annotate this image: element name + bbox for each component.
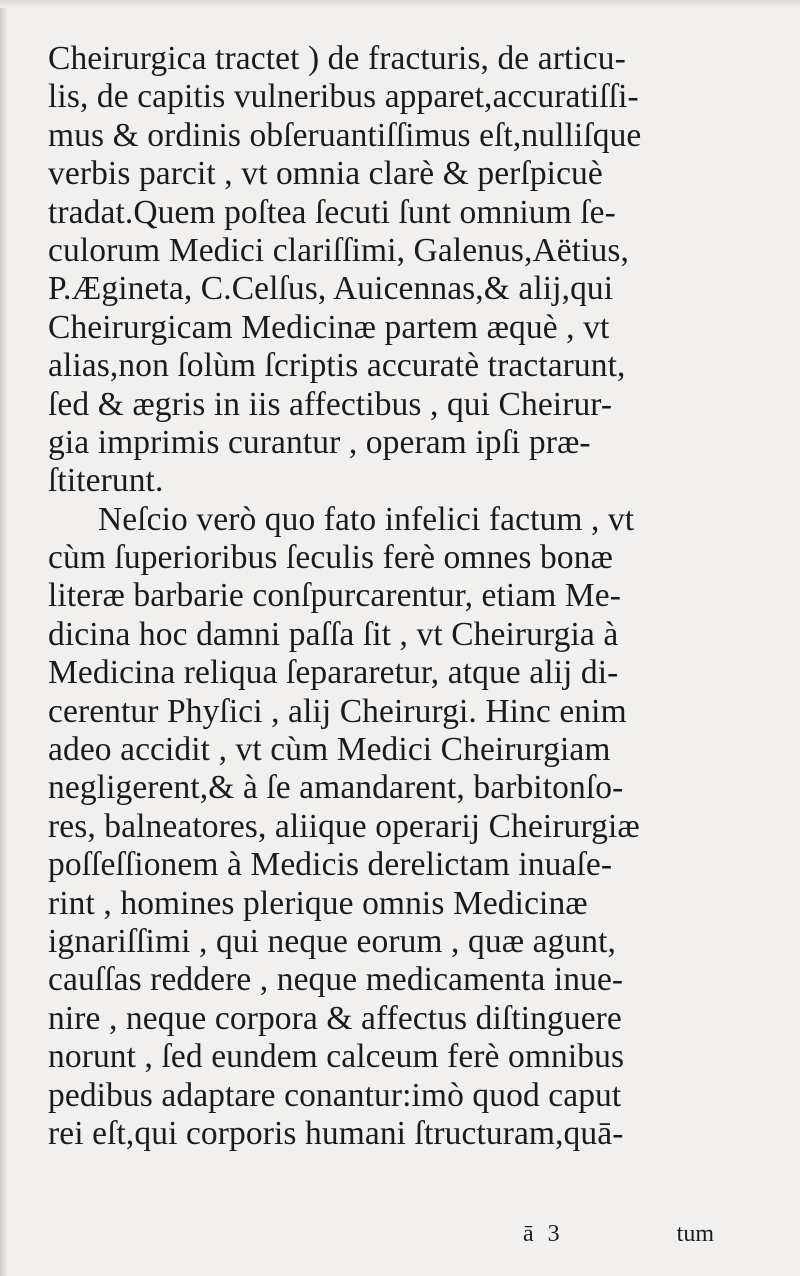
text-line: pedibus adaptare conantur:imò quod caput (48, 1076, 622, 1114)
text-line: verbis parcit , vt omnia clarè & perſpicuè (48, 155, 603, 193)
text-line: ignariſſimi , qui neque eorum , quæ agunt, (48, 922, 617, 960)
page-footer (48, 1221, 720, 1251)
text-line: gia imprimis curantur , operam ipſi præ- (48, 423, 591, 461)
page-left-edge (0, 0, 8, 1276)
text-line: negligerent,& à ſe amandarent, barbitonſo- (48, 769, 624, 807)
paragraph-first-line: Neſcio verò quo fato infelici factum , vt (98, 500, 635, 538)
signature-mark: ā 3 (523, 1221, 564, 1247)
text-line: cauſſas reddere , neque medicamenta inue- (48, 961, 624, 999)
text-line: culorum Medici clariſſimi, Galenus,Aëtius, (48, 231, 630, 269)
text-line: Cheirurgicam Medicinæ partem æquè , vt (48, 308, 610, 346)
text-line: rint , homines plerique omnis Medicinæ (48, 884, 588, 922)
text-line: P.Ægineta, C.Celſus, Auicennas,& alij,qui (48, 270, 614, 308)
text-line: rei eſt,qui corporis humani ſtructuram,quā- (48, 1114, 624, 1152)
text-line: Cheirurgica tractet ) de fracturis, de articu- (48, 40, 626, 77)
page-top-edge (0, 0, 800, 8)
text-line: lis, de capitis vulneribus apparet,accuratiſſi- (48, 78, 639, 116)
text-line: mus & ordinis obſeruantiſſimus eſt,nulliſque (48, 116, 642, 154)
text-line: tradat.Quem poſtea ſecuti ſunt omnium ſe- (48, 193, 616, 231)
catchword: tum (676, 1221, 714, 1247)
text-line: ſtiterunt. (48, 462, 164, 500)
page-text-block (48, 40, 712, 1153)
text-line: adeo accidit , vt cùm Medici Cheirurgiam (48, 731, 611, 769)
text-line: res, balneatores, aliique operarij Cheirurgiæ (48, 807, 640, 845)
text-line: literæ barbarie conſpurcarentur, etiam Me- (48, 577, 622, 615)
text-line: dicina hoc damni paſſa ſit , vt Cheirurgia à (48, 615, 619, 653)
text-line: ſed & ægris in iis affectibus , qui Cheirur- (48, 385, 613, 423)
text-line: cerentur Phyſici , alij Cheirurgi. Hinc enim (48, 692, 627, 730)
text-line: alias,non ſolùm ſcriptis accuratè tractarunt, (48, 347, 626, 385)
text-line: cùm ſuperioribus ſeculis ferè omnes bonæ (48, 539, 613, 577)
text-line: norunt , ſed eundem calceum ferè omnibus (48, 1038, 625, 1076)
text-line: nire , neque corpora & affectus diſtinguere (48, 999, 622, 1037)
text-line: poſſeſſionem à Medicis derelictam inuaſe- (48, 846, 613, 884)
text-line: Medicina reliqua ſepararetur, atque alij di- (48, 654, 619, 692)
